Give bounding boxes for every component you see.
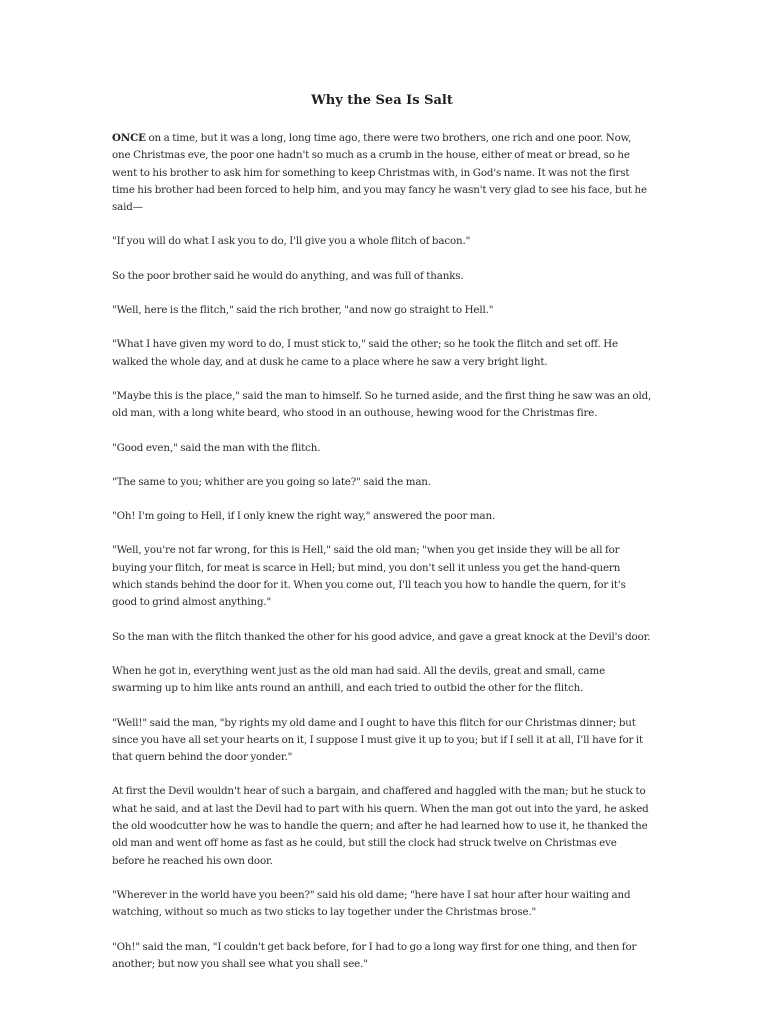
paragraph: So the man with the flitch thanked the other for his good advice, and gave a great knock at the Devil's door. bbox=[112, 630, 651, 643]
document-page bbox=[112, 92, 652, 990]
opening-word: ONCE bbox=[112, 132, 146, 144]
paragraph: "The same to you; whither are you going so late?" said the man. bbox=[112, 475, 431, 488]
paragraph-1 bbox=[112, 130, 652, 216]
paragraph: "Wherever in the world have you been?" said his old dame; "here have I sat hour after hour waiting and watching, without so much as two sticks to lay together under the Christmas brose." bbox=[112, 888, 631, 919]
paragraph: "Good even," said the man with the flitch. bbox=[112, 441, 321, 454]
paragraph: "Well, you're not far wrong, for this is Hell," said the old man; "when you get inside they will be all for buying your flitch, for meat is scarce in Hell; but mind, you don't sell it unless you get the hand-quern which stands behind the door for it. When you come out, I'll teach you how to handle the quern, for it's good to grind almost anything." bbox=[112, 544, 626, 609]
paragraph: "Well!" said the man, "by rights my old dame and I ought to have this flitch for our Christmas dinner; but since you have all set your hearts on it, I suppose I must give it up to you; but if I sell it at all, I'll have for it that quern behind the door yonder." bbox=[112, 716, 644, 764]
paragraph: "Oh!" said the man, "I couldn't get back before, for I had to go a long way first for one thing, and then for another; but now you shall see what you shall see." bbox=[112, 940, 637, 970]
paragraph: "Well, here is the flitch," said the rich brother, "and now go straight to Hell." bbox=[112, 304, 494, 317]
paragraph: "If you will do what I ask you to do, I'll give you a whole flitch of bacon." bbox=[112, 235, 471, 248]
paragraph: "Oh! I'm going to Hell, if I only knew the right way," answered the poor man. bbox=[112, 510, 496, 523]
paragraph: At first the Devil wouldn't hear of such a bargain, and chaffered and haggled with the man; but he stuck to what he said, and at last the Devil had to part with his quern. When the man got out into the yard, he asked the old woodcutter how he was to handle the quern; and after he had learned how to use it, he thanked the old man and went off home as fast as he could, but still the clock had struck twelve on Christmas eve before he reached his own door. bbox=[112, 785, 649, 867]
paragraph-1-text: on a time, but it was a long, long time ago, there were two brothers, one rich and one poor. Now, one Christmas eve, the poor one hadn't so much as a crumb in the house, either of meat or bread, so he went to his brother to ask him for something to keep Christmas with, in God's name. It was not the first time his brother had been forced to help him, and you may fancy he wasn't very glad to see his face, but he said— bbox=[112, 132, 647, 214]
paragraph: "Maybe this is the place," said the man to himself. So he turned aside, and the first thing he saw was an old, old man, with a long white beard, who stood in an outhouse, hewing wood for the Christmas fire. bbox=[112, 389, 652, 420]
paragraph: When he got in, everything went just as the old man had said. All the devils, great and small, came swarming up to him like ants round an anthill, and each tried to outbid the other for the flitch. bbox=[112, 664, 606, 695]
paragraph: So the poor brother said he would do anything, and was full of thanks. bbox=[112, 269, 464, 282]
paragraph: "What I have given my word to do, I must stick to," said the other; so he took the flitch and set off. He walked the whole day, and at dusk he came to a place where he saw a very bright light. bbox=[112, 338, 618, 368]
document-title: Why the Sea Is Salt bbox=[311, 93, 453, 108]
